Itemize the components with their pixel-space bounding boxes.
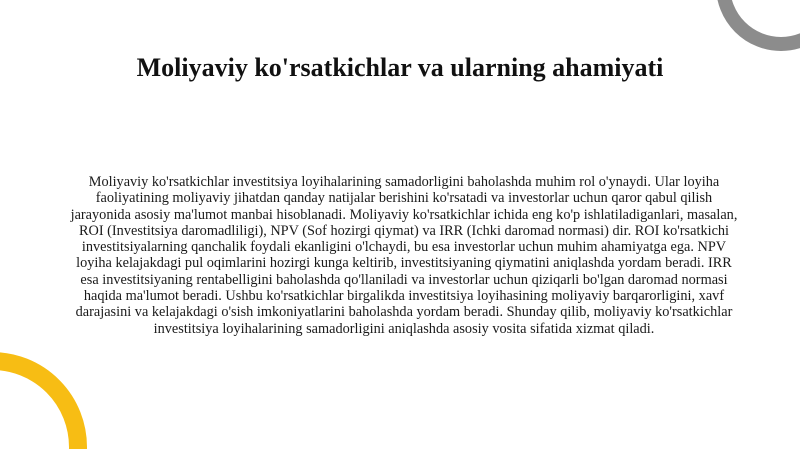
decorative-gray-ring	[716, 0, 800, 51]
slide-body-text: Moliyaviy ko'rsatkichlar investitsiya loyihalarining samadorligini baholashda muhim rol o'ynaydi. Ular loyiha faoliyatining moliyaviy jihatdan qanday natijalar berishini ko'rsatadi va investorlar uchun qaror qabul qilish jarayonida asosiy ma'lumot manbai hisoblanadi. Moliyaviy ko'rsatkichlar ichida eng ko'p ishlatiladiganlari, masalan, ROI (Investitsiya daromadliligi), NPV (Sof hozirgi qiymat) va IRR (Ichki daromad normasi) dir. ROI ko'rsatkichi investitsiyalarning qanchalik foydali ekanligini o'lchaydi, bu esa investorlar uchun muhim ahamiyatga ega. NPV loyiha kelajakdagi pul oqimlarini hozirgi kunga keltirib, investitsiyaning qiymatini aniqlashda yordam beradi. IRR esa investitsiyaning rentabelligini baholashda qo'llaniladi va investorlar uchun qiziqarli bo'lgan daromad normasi haqida ma'lumot beradi. Ushbu ko'rsatkichlar birgalikda investitsiya loyihasining moliyaviy barqarorligini, xavf darajasini va kelajakdagi o'sish imkoniyatlarini baholashda yordam beradi. Shunday qilib, moliyaviy ko'rsatkichlar investitsiya loyihalarining samadorligini aniqlashda asosiy vosita sifatida xizmat qiladi.	[70, 174, 738, 337]
decorative-yellow-ring	[0, 352, 87, 449]
slide-title: Moliyaviy ko'rsatkichlar va ularning ahamiyati	[136, 53, 664, 82]
